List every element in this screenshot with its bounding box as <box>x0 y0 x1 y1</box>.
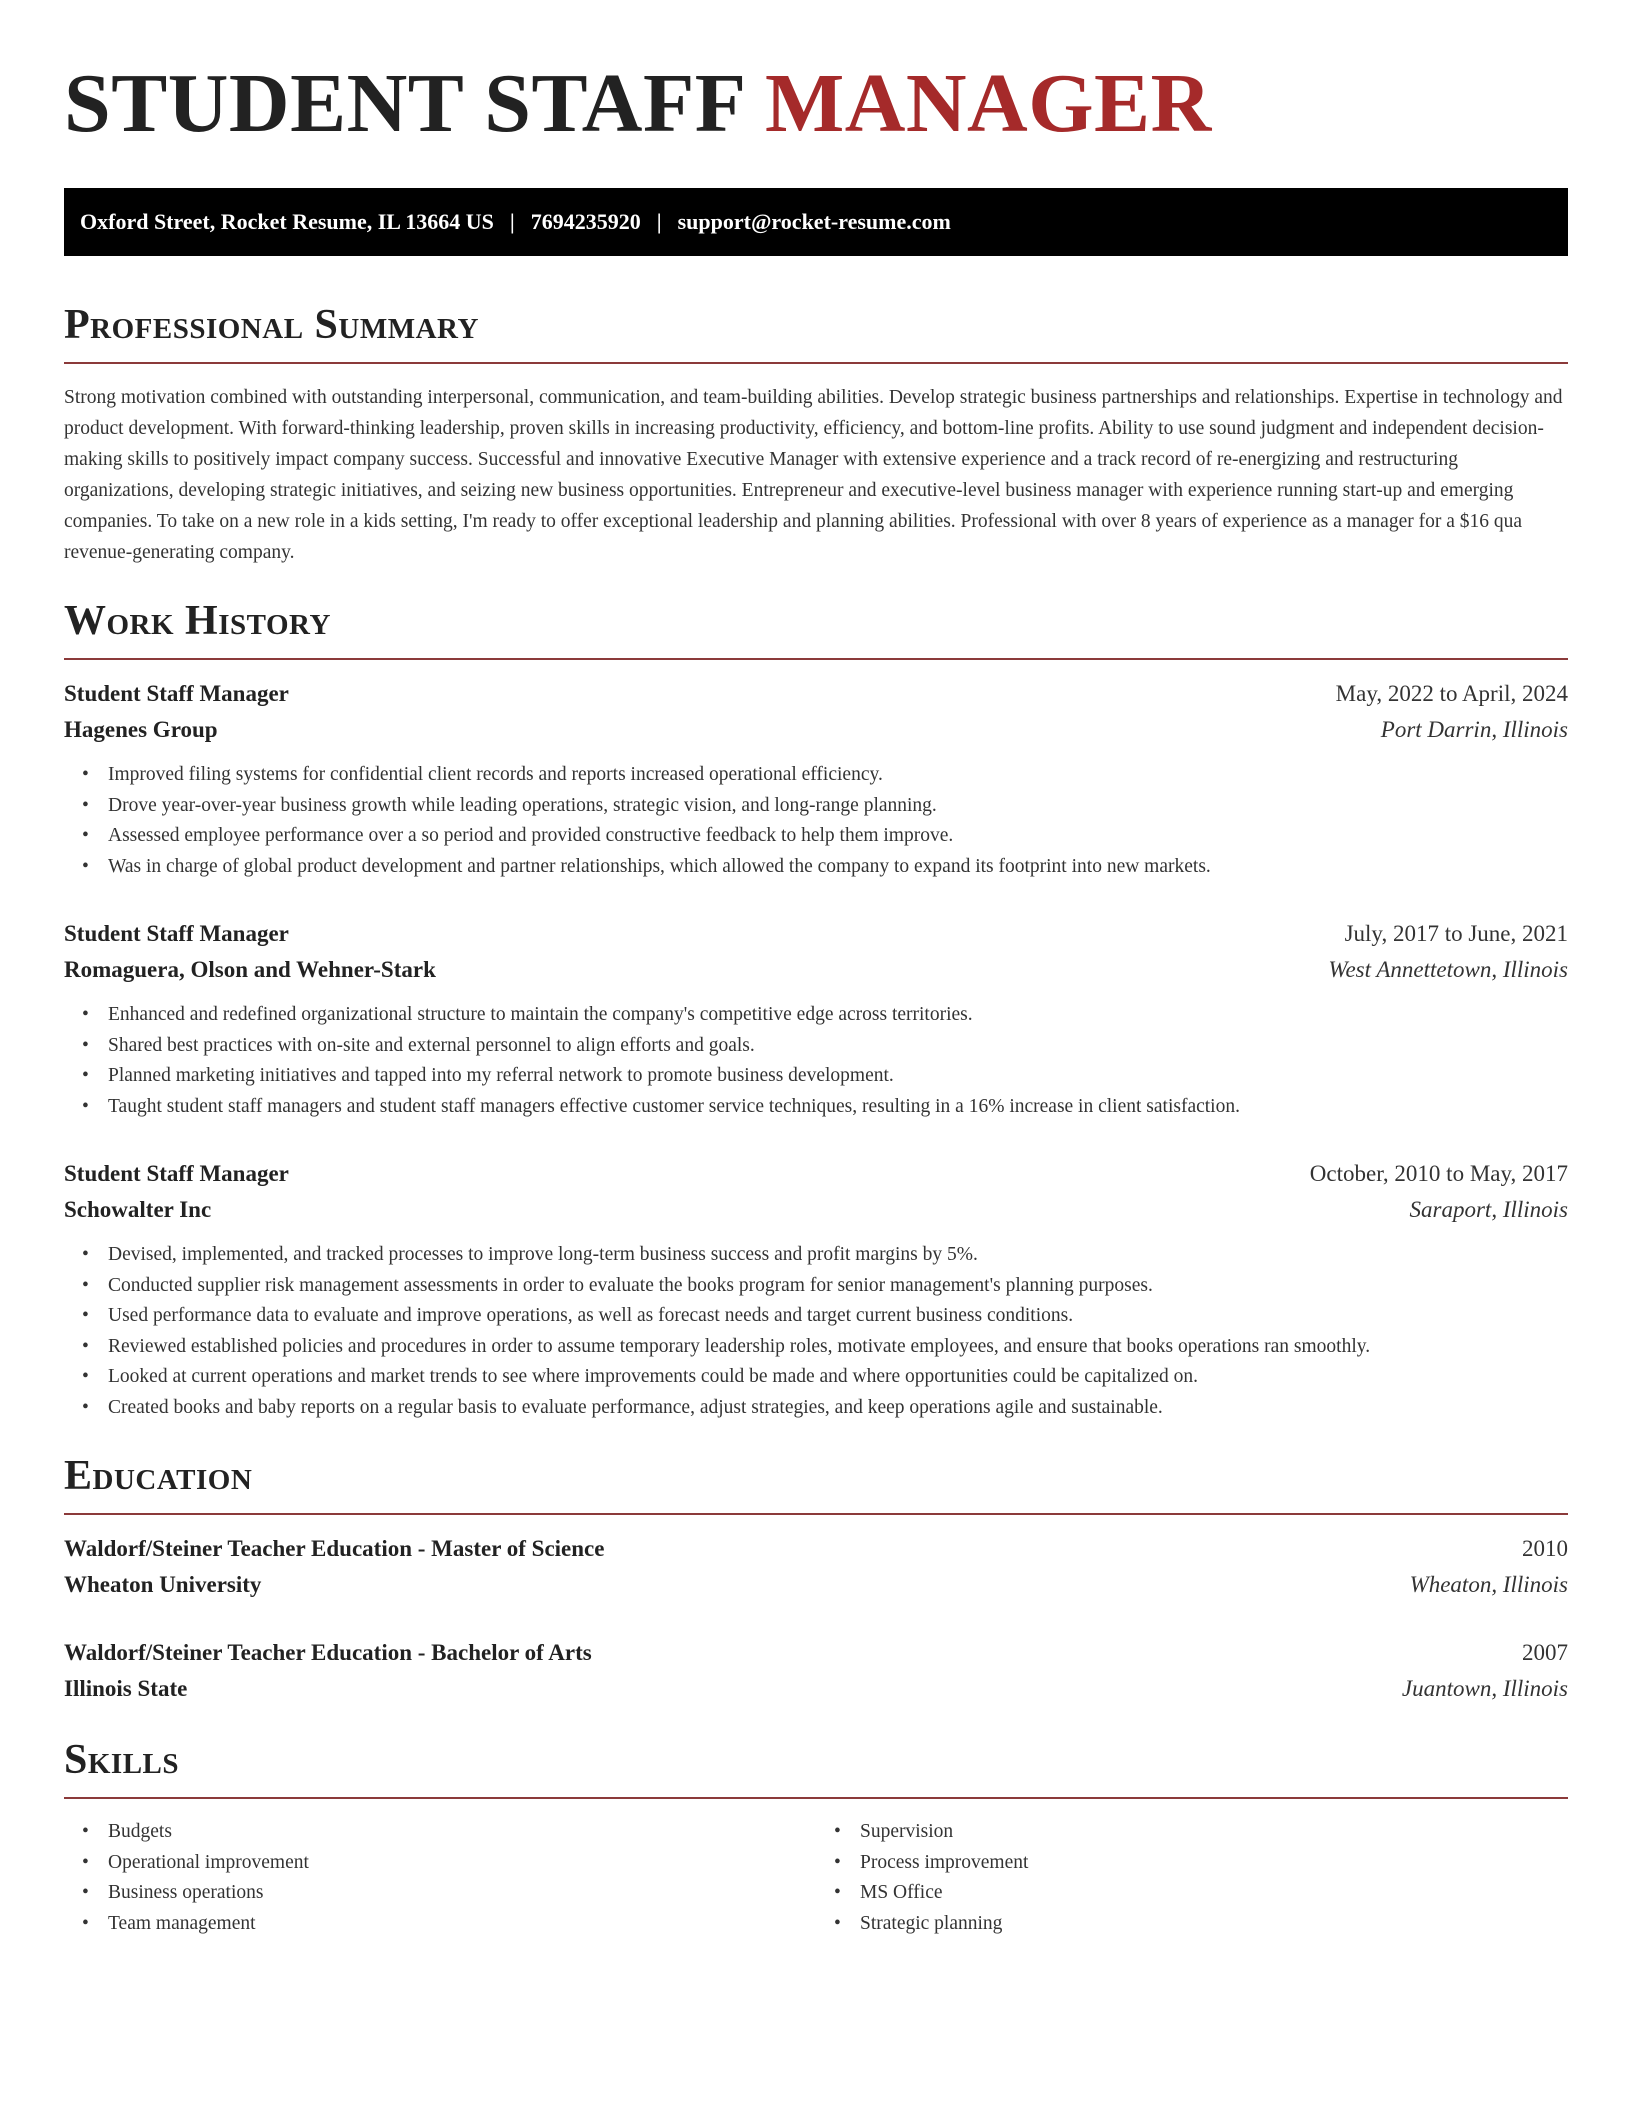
job-entry <box>64 676 1568 882</box>
name-part2: MANAGER <box>764 57 1212 150</box>
job-bullets <box>64 1000 1568 1122</box>
education-school: Wheaton University <box>64 1572 262 1597</box>
job-bullet: • Used performance data to evaluate and improve operations, as well as forecast needs and target current business conditions. <box>108 1301 1568 1332</box>
job-bullet: • Planned marketing initiatives and tapped into my referral network to promote business development. <box>108 1061 1568 1092</box>
summary-text: Strong motivation combined with outstanding interpersonal, communication, and team-building abilities. Develop strategic business partnerships and relationships. Expertise in technology and product development. With forward-thinking leadership, proven skills in increasing productivity, efficiency, and bottom-line profits. Ability to use sound judgment and independent decision-making skills to positively impact company success. Successful and innovative Executive Manager with extensive experience and a track record of re-energizing and restructuring organizations, developing strategic initiatives, and seizing new business opportunities. Entrepreneur and executive-level business manager with experience running start-up and emerging companies. To take on a new role in a kids setting, I'm ready to offer exceptional leadership and planning abilities. Professional with over 8 years of experience as a manager for a $16 qua revenue-generating company. <box>64 387 1563 563</box>
contact-separator: | <box>509 209 515 234</box>
name-part1: STUDENT STAFF <box>64 57 744 150</box>
education-school: Illinois State <box>64 1676 188 1701</box>
job-dates: May, 2022 to April, 2024 <box>1335 681 1568 706</box>
education-degree-row <box>64 1635 1568 1671</box>
education-location: Wheaton, Illinois <box>1409 1572 1568 1597</box>
job-header-row <box>64 1156 1568 1192</box>
summary-section <box>64 300 1568 568</box>
work-history-section <box>64 596 1568 1423</box>
education-degree-row <box>64 1531 1568 1567</box>
skill-item: • Operational improvement <box>108 1848 816 1879</box>
work-history-title: Work History <box>64 598 331 644</box>
job-bullet: • Created books and baby reports on a regular basis to evaluate performance, adjust strategies, and keep operations agile and sustainable. <box>108 1393 1568 1424</box>
education-location: Juantown, Illinois <box>1401 1676 1568 1701</box>
job-role: Student Staff Manager <box>64 1161 289 1186</box>
job-bullets <box>64 760 1568 882</box>
skill-item: • Process improvement <box>860 1848 1568 1879</box>
section-divider <box>64 658 1568 660</box>
contact-phone: 7694235920 <box>530 209 641 234</box>
job-entry <box>64 1156 1568 1423</box>
job-role: Student Staff Manager <box>64 921 289 946</box>
skill-item: • Business operations <box>108 1878 816 1909</box>
job-company-row <box>64 712 1568 748</box>
job-entry <box>64 916 1568 1122</box>
skills-columns <box>64 1817 1568 1939</box>
contact-address: Oxford Street, Rocket Resume, IL 13664 US <box>80 209 494 234</box>
section-divider <box>64 1513 1568 1515</box>
section-divider <box>64 1797 1568 1799</box>
job-company-row <box>64 952 1568 988</box>
job-bullet: • Conducted supplier risk management assessments in order to evaluate the books program for senior management's planning purposes. <box>108 1271 1568 1302</box>
job-company: Romaguera, Olson and Wehner-Stark <box>64 957 436 982</box>
job-company: Schowalter Inc <box>64 1197 212 1222</box>
skill-item: • MS Office <box>860 1878 1568 1909</box>
job-dates: July, 2017 to June, 2021 <box>1344 921 1568 946</box>
skills-title: Skills <box>64 1737 180 1783</box>
job-role: Student Staff Manager <box>64 681 289 706</box>
skill-item: • Budgets <box>108 1817 816 1848</box>
education-year: 2010 <box>1522 1536 1568 1561</box>
job-bullet: • Shared best practices with on-site and external personnel to align efforts and goals. <box>108 1031 1568 1062</box>
contact-email: support@rocket-resume.com <box>677 209 951 234</box>
job-header-row <box>64 916 1568 952</box>
job-bullet: • Enhanced and redefined organizational structure to maintain the company's competitive edge across territories. <box>108 1000 1568 1031</box>
job-bullet: • Drove year-over-year business growth while leading operations, strategic vision, and long-range planning. <box>108 791 1568 822</box>
job-location: West Annettetown, Illinois <box>1328 957 1568 982</box>
resume-name <box>64 56 1568 152</box>
job-bullet: • Taught student staff managers and student staff managers effective customer service techniques, resulting in a 16% increase in client satisfaction. <box>108 1092 1568 1123</box>
education-entry <box>64 1531 1568 1603</box>
summary-title: Professional Summary <box>64 302 479 348</box>
education-school-row <box>64 1567 1568 1603</box>
contact-separator: | <box>656 209 662 234</box>
skill-item: • Supervision <box>860 1817 1568 1848</box>
job-header-row <box>64 676 1568 712</box>
skills-right-column <box>816 1817 1568 1939</box>
education-title: Education <box>64 1453 253 1499</box>
job-bullet: • Devised, implemented, and tracked processes to improve long-term business success and profit margins by 5%. <box>108 1240 1568 1271</box>
job-bullet: • Assessed employee performance over a so period and provided constructive feedback to help them improve. <box>108 821 1568 852</box>
job-dates: October, 2010 to May, 2017 <box>1309 1161 1568 1186</box>
contact-bar <box>64 188 1568 256</box>
education-degree: Waldorf/Steiner Teacher Education - Master of Science <box>64 1536 605 1561</box>
section-divider <box>64 362 1568 364</box>
job-bullet: • Improved filing systems for confidential client records and reports increased operational efficiency. <box>108 760 1568 791</box>
job-location: Port Darrin, Illinois <box>1380 717 1568 742</box>
education-section <box>64 1451 1568 1707</box>
job-bullets <box>64 1240 1568 1423</box>
skill-item: • Team management <box>108 1909 816 1940</box>
job-bullet: • Looked at current operations and market trends to see where improvements could be made and where opportunities could be capitalized on. <box>108 1362 1568 1393</box>
job-company: Hagenes Group <box>64 717 218 742</box>
job-bullet: • Reviewed established policies and procedures in order to assume temporary leadership roles, motivate employees, and ensure that books operations ran smoothly. <box>108 1332 1568 1363</box>
skill-item: • Strategic planning <box>860 1909 1568 1940</box>
skills-left-column <box>64 1817 816 1939</box>
education-degree: Waldorf/Steiner Teacher Education - Bachelor of Arts <box>64 1640 592 1665</box>
job-location: Saraport, Illinois <box>1409 1197 1568 1222</box>
education-year: 2007 <box>1522 1640 1568 1665</box>
job-company-row <box>64 1192 1568 1228</box>
skills-section <box>64 1735 1568 1939</box>
education-entry <box>64 1635 1568 1707</box>
education-school-row <box>64 1671 1568 1707</box>
job-bullet: • Was in charge of global product development and partner relationships, which allowed the company to expand its footprint into new markets. <box>108 852 1568 883</box>
